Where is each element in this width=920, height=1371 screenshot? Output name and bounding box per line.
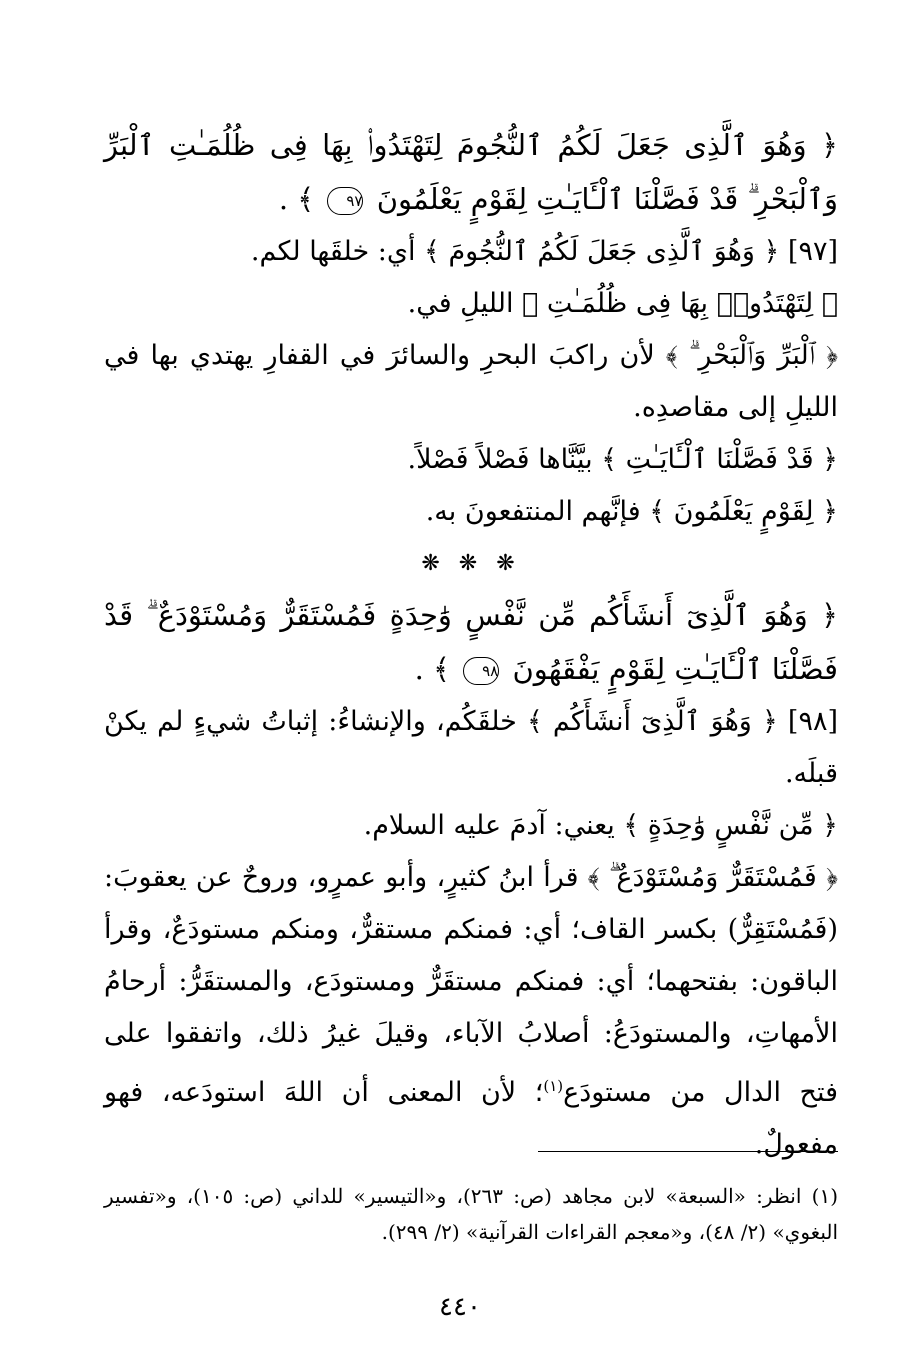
footnotes — [104, 1178, 838, 1250]
verse-97-close: ﴾ . — [278, 182, 315, 216]
verse-97-line1: ﴿ وَهُوَ ٱلَّذِى جَعَلَ لَكُمُ ٱلنُّجُومَ لِتَهْتَدُوا۟ بِهَا فِى ظُلُمَـٰتِ ٱلْبَرِّ وَٱلْبَحْرِ ۗ قَدْ — [104, 128, 838, 216]
commentary-97-3: ﴿ ٱلْبَرِّ وَٱلْبَحْرِ ۗ ﴾ لأن راكبَ البحرِ والسائرَ في القفارِ يهتدي بها في الليلِ إلى مقاصدِه. — [104, 340, 838, 423]
verse-number-badge: ٩٨ — [463, 657, 499, 685]
page-number: ٤٤٠ — [439, 1292, 481, 1322]
verse-97 — [104, 118, 838, 226]
commentary-98-readings-end: ؛ لأن المعنى أن اللهَ استودَعه، فهو مفعولٌ. — [104, 1077, 838, 1160]
commentary-97-1: [٩٧] ﴿ وَهُوَ ٱلَّذِى جَعَلَ لَكُمُ ٱلنُّجُومَ ﴾ أي: خلقَها لكم. — [250, 236, 838, 267]
commentary-98-3 — [104, 852, 838, 1171]
footnote-divider — [538, 1151, 838, 1152]
verse-98-close: ﴾ . — [414, 652, 450, 686]
commentary-98-1: [٩٨] ﴿ وَهُوَ ٱلَّذِىٓ أَنشَأَكُم ﴾ خلقَكُم، والإنشاءُ: إثباتُ شيءٍ لم يكنْ قبلَه. — [104, 706, 838, 789]
verse-98 — [104, 588, 838, 696]
section-separator: ❋ ❋ ❋ — [421, 551, 521, 576]
commentary-97-4: ﴿ قَدْ فَصَّلْنَا ٱلْـَٔايَـٰتِ ﴾ بيَّنَّاها فَصْلاً فَصْلاً. — [407, 444, 838, 475]
footnote-reference[interactable]: (١) — [543, 1077, 564, 1095]
footnote-1: (١) انظر: «السبعة» لابن مجاهد (ص: ٢٦٣)، و«التيسير» للداني (ص: ١٠٥)، و«تفسير البغوي» (٢/ ٤٨)، و«معجم القراءات القرآنية» (٢/ ٢٩٩). — [104, 1184, 838, 1244]
commentary-97-5: ﴿ لِقَوْمٍ يَعْلَمُونَ ﴾ فإنَّهم المنتفعونَ به. — [425, 496, 838, 527]
commentary-97-2: ﴿ لِتَهْتَدُوا۟ بِهَا فِى ظُلُمَـٰتِ ﴾ الليلِ في. — [407, 288, 838, 319]
verse-number-badge: ٩٧ — [327, 187, 363, 215]
commentary-98-2: ﴿ مِّن نَّفْسٍ وَٰحِدَةٍ ﴾ يعني: آدمَ عليه السلام. — [363, 810, 838, 841]
verse-98-line2: لِقَوْمٍ يَفْقَهُونَ — [512, 652, 666, 686]
main-text — [104, 118, 838, 1171]
verse-97-line2: فَصَّلْنَا ٱلْـَٔايَـٰتِ لِقَوْمٍ يَعْلَمُونَ — [376, 182, 700, 216]
commentary-98-readings: ﴿ فَمُسْتَقَرٌّ وَمُسْتَوْدَعٌ ۗ ﴾ قرأ ابنُ كثيرٍ، وأبو عمرٍو، وروحٌ عن يعقوبَ: (فَمُسْتَقِرٌّ) بكسر القاف؛ أي: فمنكم مستقرٌّ، ومنكم مستودَعٌ، وقرأ الباقون: بفتحهما؛ أي: فمنكم مستقَرٌّ ومستودَع، والمستقَرُّ: أرحامُ الأمهاتِ، والمستودَعُ: أصلابُ الآباء، وقيلَ غيرُ ذلك، واتفقوا على فتح الدال من مستودَع — [104, 862, 838, 1108]
verse-98-line1: ﴿ وَهُوَ ٱلَّذِىٓ أَنشَأَكُم مِّن نَّفْسٍ وَٰحِدَةٍ فَمُسْتَقَرٌّ وَمُسْتَوْدَعٌ ۗ قَدْ فَصَّلْنَا ٱلْـَٔايَـٰتِ — [104, 598, 838, 686]
